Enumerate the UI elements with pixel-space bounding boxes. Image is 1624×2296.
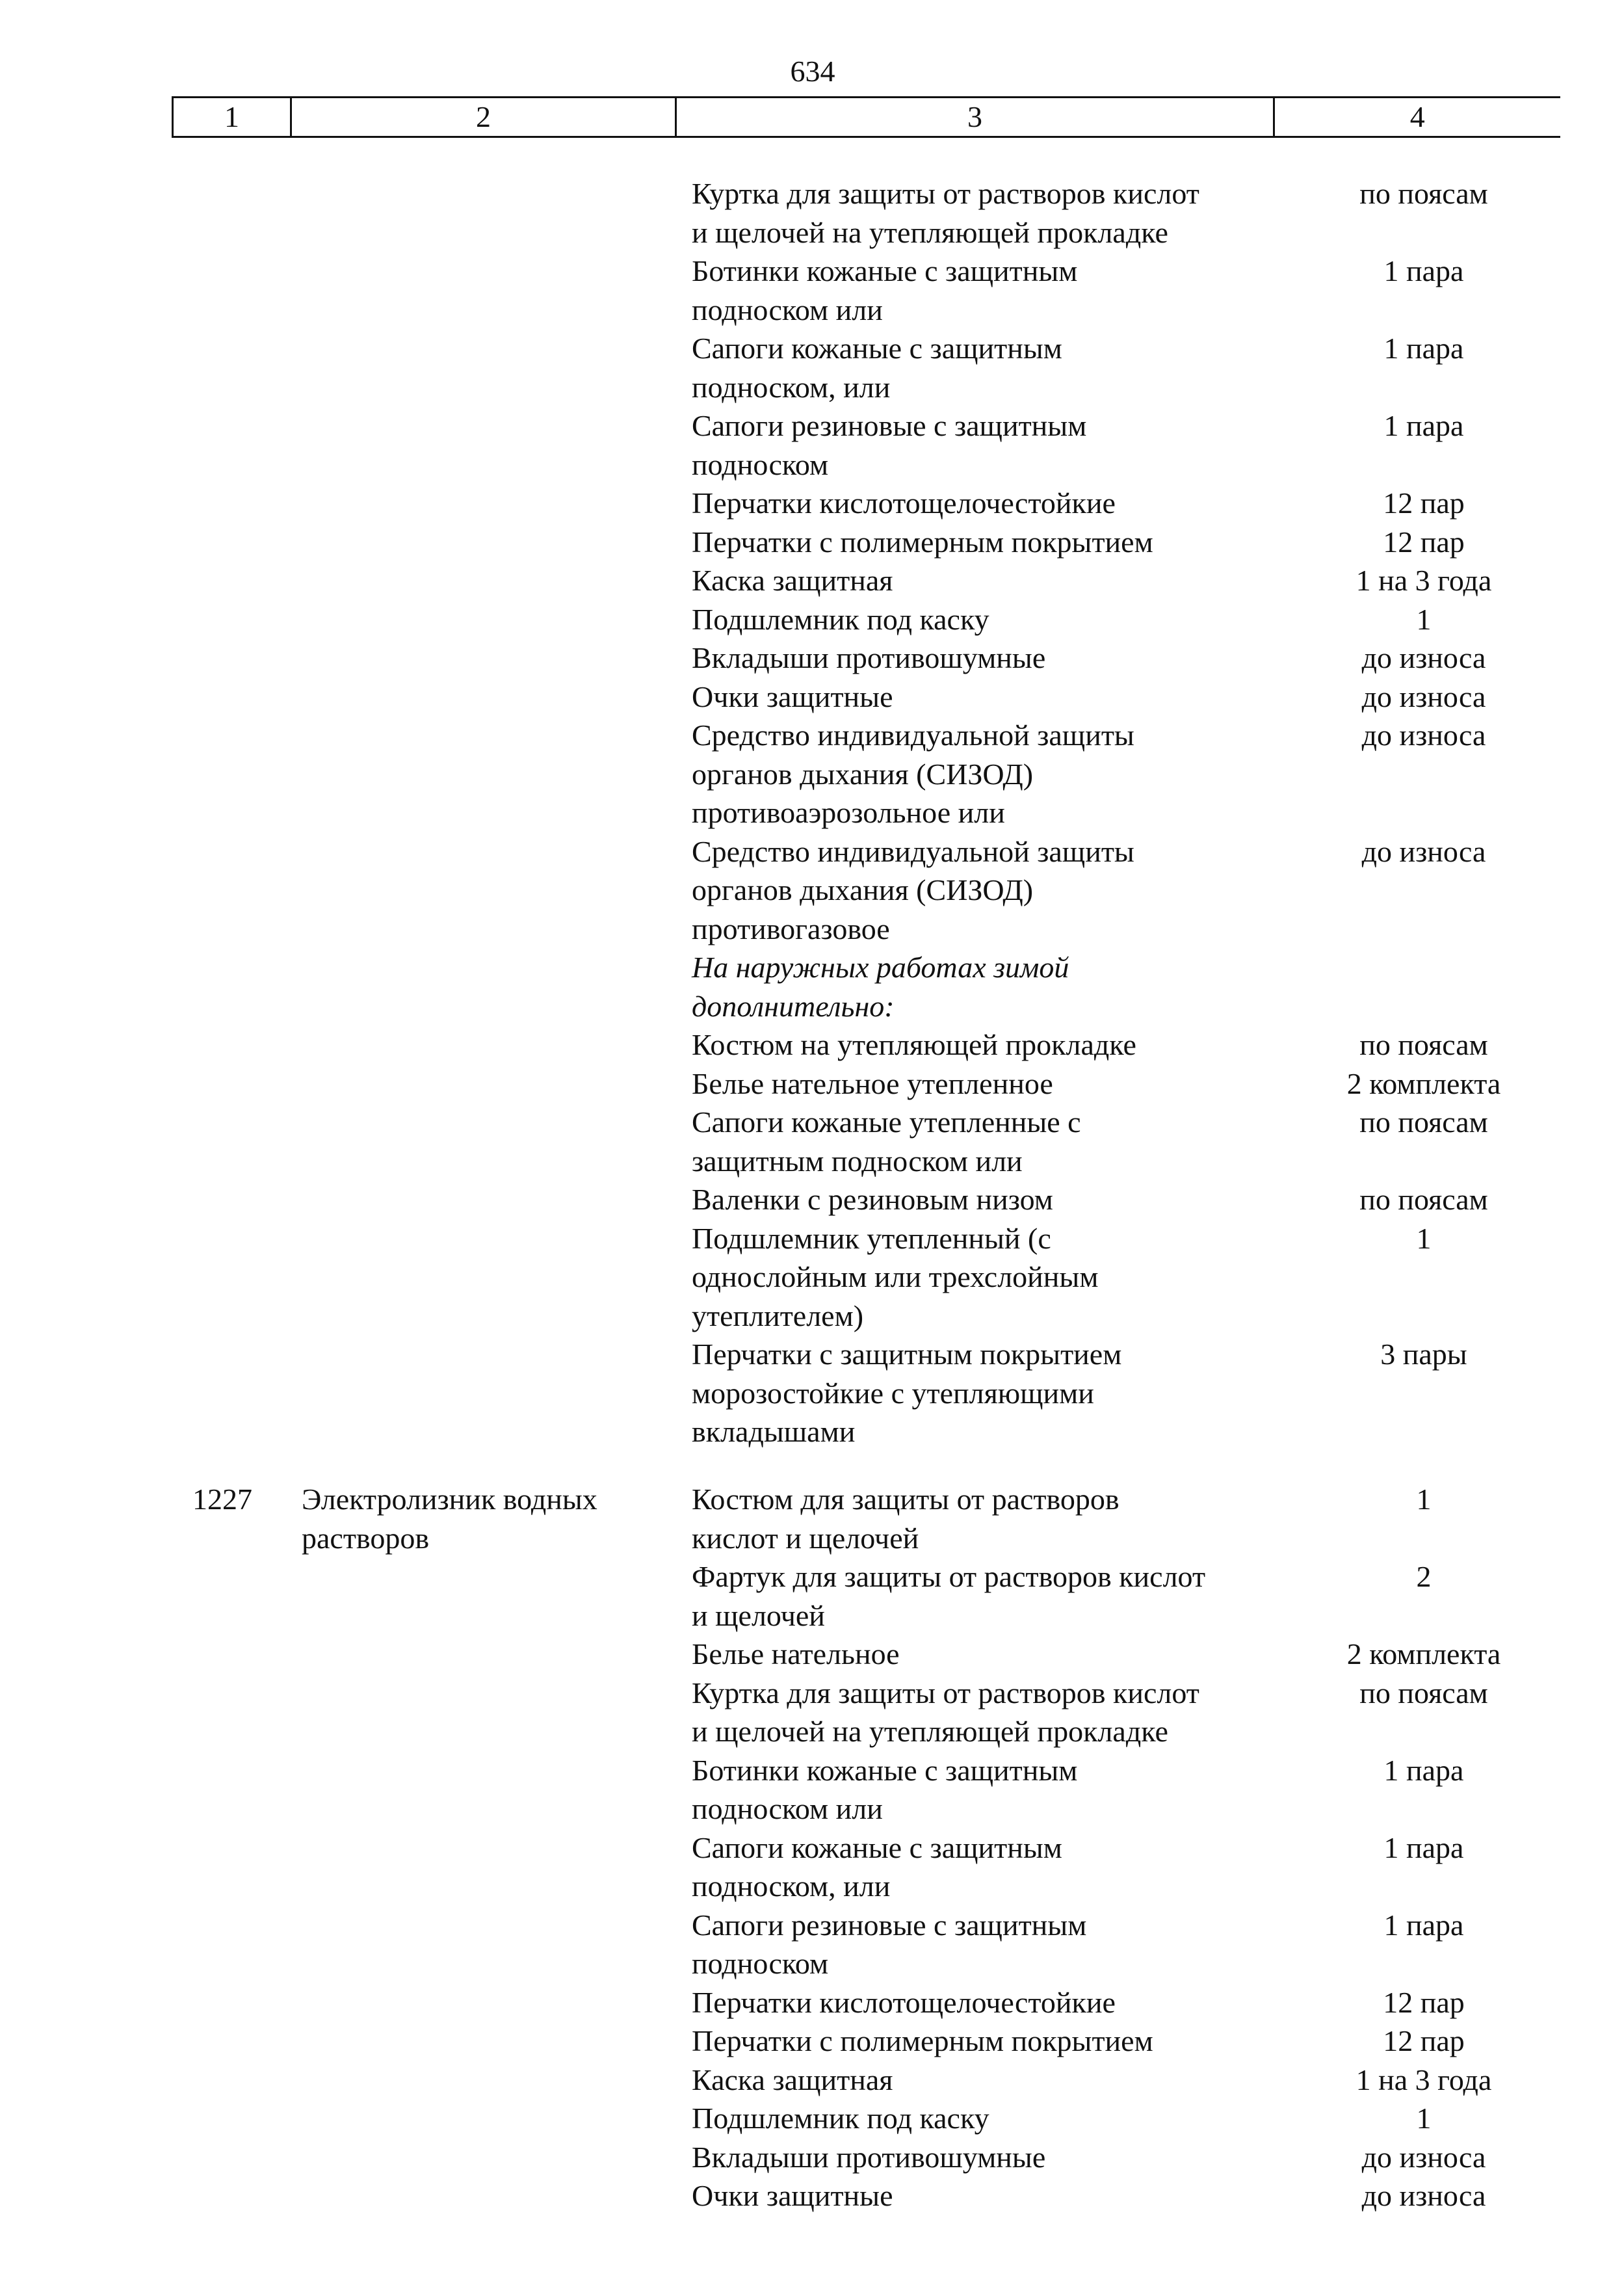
ppe-item-name: Ботинки кожаные с защитным подноском или [692, 254, 1078, 326]
ppe-item-norm: 1 пара [1383, 409, 1464, 442]
ppe-item-name: Вкладыши противошумные [692, 641, 1046, 674]
ppe-item-norm: 1 [1416, 602, 1432, 636]
ppe-item-norm: по поясам [1359, 177, 1488, 210]
ppe-item-norm: 1 пара [1383, 1830, 1464, 1864]
ppe-item-name: Фартук для защиты от растворов кислот и щелочей [692, 1560, 1206, 1632]
ppe-item-norm: 1 пара [1383, 1908, 1464, 1942]
ppe-item-name: На наружных работах зимой дополнительно: [692, 951, 1069, 1023]
ppe-item-name: Куртка для защиты от растворов кислот и щелочей на утепляющей прокладке [692, 177, 1199, 249]
column-header-1: 1 [173, 98, 291, 137]
ppe-item-name: Сапоги кожаные с защитным подноском, или [692, 1830, 1062, 1903]
ppe-item-name: Очки защитные [692, 680, 893, 713]
ppe-item-name: Подшлемник под каску [692, 2102, 989, 2135]
ppe-item-name: Перчатки с полимерным покрытием [692, 525, 1153, 559]
column-header-2: 2 [291, 98, 676, 137]
ppe-item-norm: до износа [1361, 834, 1486, 868]
ppe-item-norm: 1 пара [1383, 1753, 1464, 1787]
ppe-item-name: Перчатки с полимерным покрытием [692, 2024, 1153, 2057]
ppe-item-norm: по поясам [1359, 1028, 1488, 1061]
ppe-item-norm: по поясам [1359, 1105, 1488, 1139]
ppe-item-norm: 1 пара [1383, 254, 1464, 287]
ppe-item-norm: 2 [1416, 1560, 1432, 1593]
ppe-item-name: Перчатки кислотощелочестойкие [692, 486, 1116, 520]
ppe-item-name: Костюм для защиты от растворов кислот и щелочей [692, 1483, 1120, 1555]
ppe-item-name: Белье нательное утепленное [692, 1066, 1053, 1100]
ppe-item-name: Каска защитная [692, 564, 893, 597]
ppe-item-name: Ботинки кожаные с защитным подноском или [692, 1753, 1078, 1825]
profession-code: 1227 [192, 1483, 252, 1516]
ppe-item-name: Подшлемник утепленный (с однослойным или трехслойным утеплителем) [692, 1221, 1099, 1332]
ppe-item-name: Подшлемник под каску [692, 602, 989, 636]
page-number: 634 [790, 55, 835, 88]
ppe-item-norm: 12 пар [1383, 525, 1465, 559]
ppe-item-norm: 12 пар [1383, 1985, 1465, 2019]
ppe-item-name: Сапоги кожаные утепленные с защитным подноском или [692, 1105, 1081, 1178]
ppe-item-norm: 2 комплекта [1346, 1066, 1501, 1100]
ppe-item-norm: 1 [1416, 1483, 1432, 1516]
ppe-item-name: Сапоги резиновые с защитным подноском [692, 409, 1087, 481]
ppe-item-norm: до износа [1361, 2179, 1486, 2212]
ppe-item-name: Сапоги кожаные с защитным подноском, или [692, 332, 1062, 404]
ppe-item-name: Каска защитная [692, 2063, 893, 2096]
ppe-item-norm: до износа [1361, 641, 1486, 674]
ppe-item-name: Вкладыши противошумные [692, 2140, 1046, 2174]
ppe-item-name: Перчатки кислотощелочестойкие [692, 1985, 1116, 2019]
ppe-item-norm: по поясам [1359, 1183, 1488, 1216]
ppe-item-name: Очки защитные [692, 2179, 893, 2212]
ppe-item-name: Костюм на утепляющей прокладке [692, 1028, 1136, 1061]
ppe-item-name: Средство индивидуальной защиты органов дыхания (СИЗОД) противогазовое [692, 834, 1134, 945]
ppe-item-norm: до износа [1361, 680, 1486, 713]
ppe-item-norm: 12 пар [1383, 2024, 1465, 2057]
ppe-item-norm: 2 комплекта [1346, 1637, 1501, 1670]
ppe-item-norm: до износа [1361, 2140, 1486, 2174]
ppe-item-norm: 1 [1416, 1221, 1432, 1255]
ppe-item-name: Куртка для защиты от растворов кислот и щелочей на утепляющей прокладке [692, 1676, 1199, 1748]
column-header-3: 3 [676, 98, 1274, 137]
ppe-item-norm: 1 пара [1383, 332, 1464, 365]
column-header-row [173, 98, 1560, 137]
ppe-item-norm: 3 пары [1380, 1338, 1467, 1371]
ppe-item-norm: до износа [1361, 719, 1486, 752]
ppe-item-name: Средство индивидуальной защиты органов дыхания (СИЗОД) противоаэрозольное или [692, 719, 1134, 829]
ppe-item-name: Валенки с резиновым низом [692, 1183, 1053, 1216]
ppe-item-name: Белье нательное [692, 1637, 900, 1670]
ppe-item-norm: по поясам [1359, 1676, 1488, 1709]
ppe-item-norm: 1 на 3 года [1356, 2063, 1492, 2096]
ppe-item-norm: 12 пар [1383, 486, 1465, 520]
ppe-item-norm: 1 на 3 года [1356, 564, 1492, 597]
column-header-table [172, 96, 1560, 138]
profession-name: Электролизник водных растворов [302, 1483, 597, 1555]
ppe-item-name: Перчатки с защитным покрытием морозостойкие с утепляющими вкладышами [692, 1338, 1122, 1448]
ppe-item-name: Сапоги резиновые с защитным подноском [692, 1908, 1087, 1980]
column-header-4: 4 [1274, 98, 1560, 137]
ppe-item-norm: 1 [1416, 2102, 1432, 2135]
